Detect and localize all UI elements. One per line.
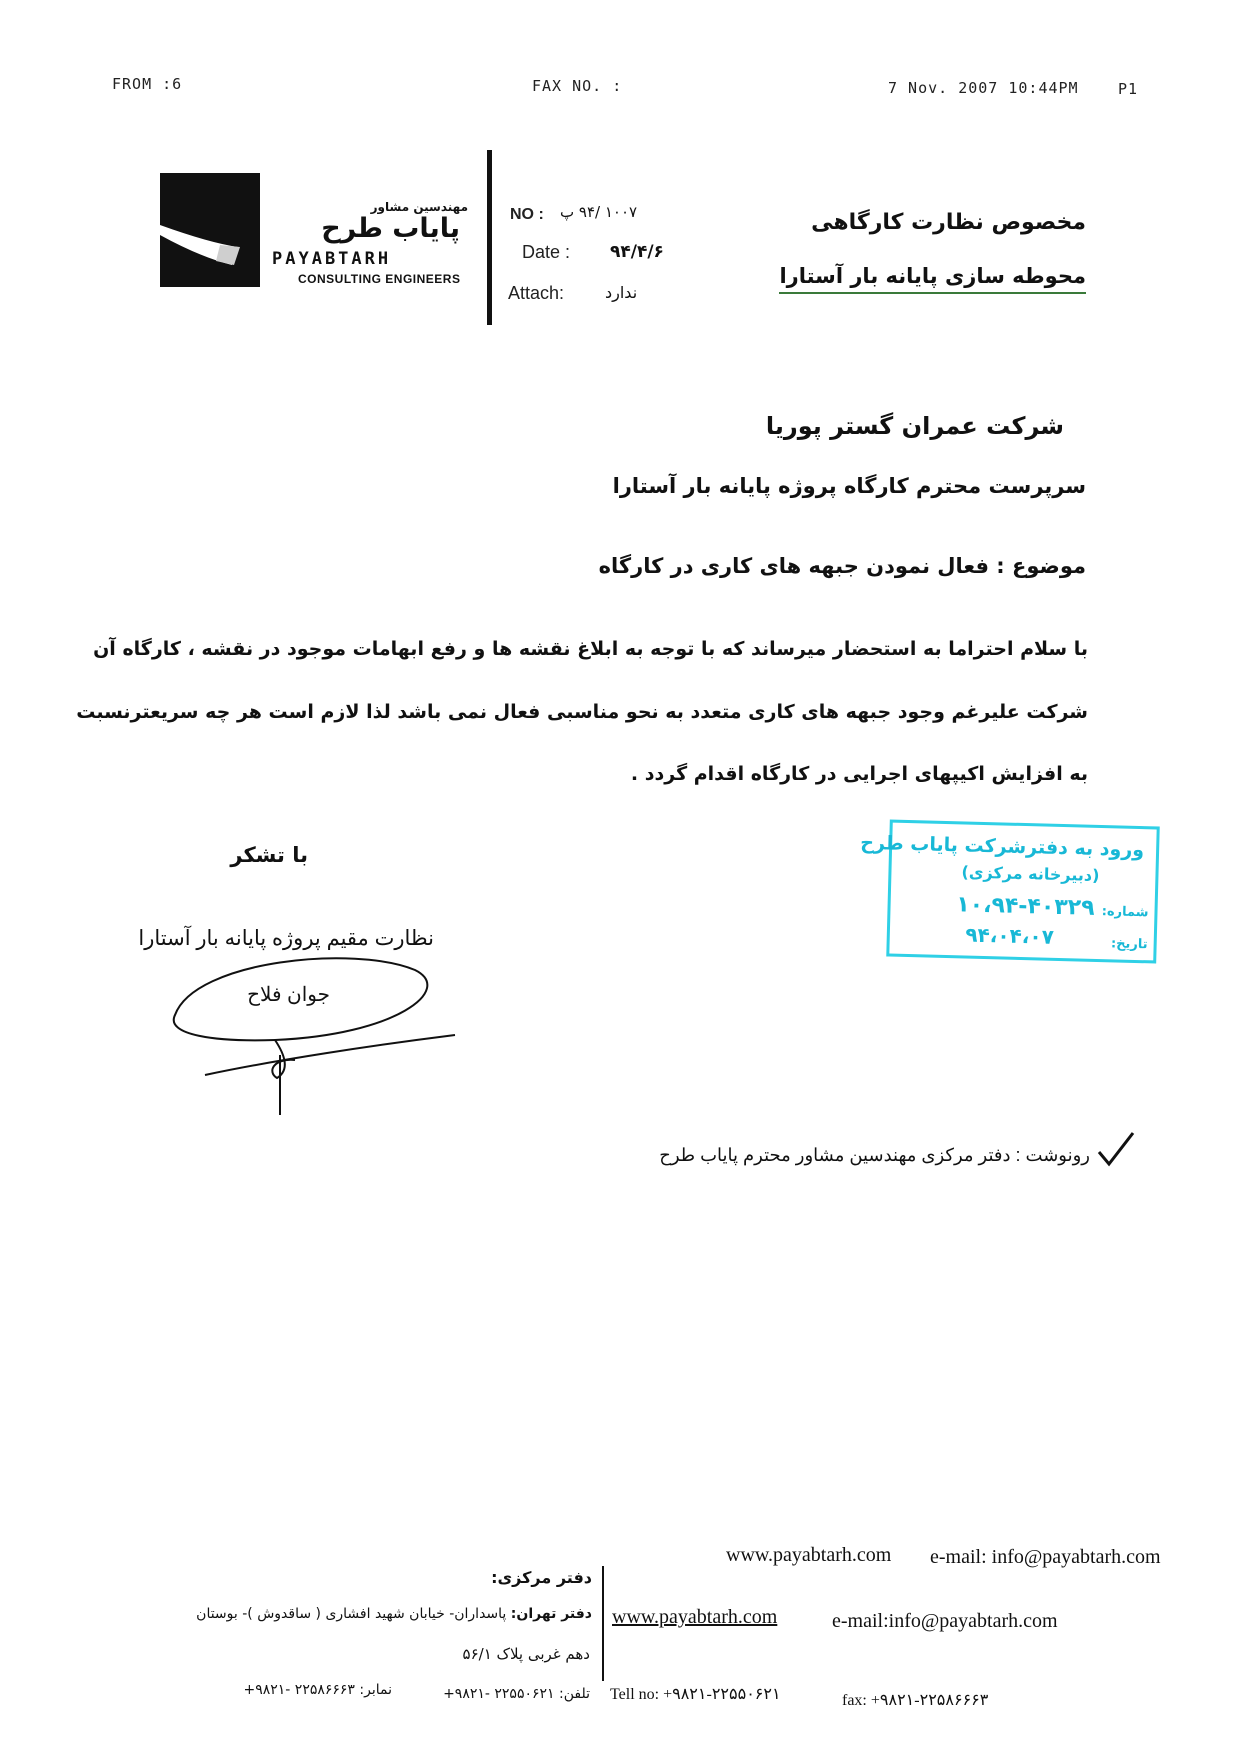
attach-value: ندارد	[605, 283, 638, 302]
header-divider	[487, 150, 492, 325]
footer-tell-en: Tell no: +۹۸۲۱-۲۲۵۵۰۶۲۱	[610, 1686, 781, 1703]
fax-from: FROM :6	[112, 75, 183, 93]
logo-en-name: PAYABTARH	[272, 249, 392, 269]
footer-address-line2: دهم غربی پلاک ۵۶/۱	[462, 1645, 590, 1663]
received-stamp	[860, 819, 1159, 963]
footer-website[interactable]: www.payabtarh.com	[612, 1606, 778, 1628]
recipient-company: شرکت عمران گستر پوریا	[765, 412, 1064, 440]
footer-fax-value-fa: ۲۲۵۸۶۶۶۳ -۹۸۲۱+	[243, 1682, 355, 1698]
footer-email[interactable]: e-mail:info@payabtarh.com	[832, 1610, 1058, 1632]
footer-tehran-label: دفتر تهران:	[510, 1606, 592, 1622]
fax-number: FAX NO. :	[532, 77, 623, 95]
handwritten-signature-icon	[155, 940, 465, 1120]
paragraph-line-3: به افزایش اکیپهای اجرایی در کارگاه اقدام گردد .	[630, 763, 1088, 785]
header-line2: محوطه سازی پایانه بار آستارا	[779, 264, 1086, 294]
footer-website-top[interactable]: www.payabtarh.com	[726, 1544, 892, 1566]
paragraph-line-2: شرکت علیرغم وجود جبهه های کاری متعدد به نحو مناسبی فعال نمی باشد لذا لازم است هر چه سریعترنسبت	[76, 701, 1088, 723]
footer-fax-en: fax: +۹۸۲۱-۲۲۵۸۶۶۶۳	[842, 1692, 989, 1709]
footer-email-top[interactable]: e-mail: info@payabtarh.com	[930, 1546, 1161, 1568]
footer-phone-fa	[443, 1686, 590, 1702]
cc-line: رونوشت : دفتر مرکزی مهندسین مشاور محترم پایاب طرح	[659, 1145, 1090, 1165]
footer-phone-value-fa: ۲۲۵۵۰۶۲۱ -۹۸۲۱+	[443, 1686, 555, 1702]
recipient-title: سرپرست محترم کارگاه پروژه پایانه بار آستارا	[612, 474, 1086, 498]
no-label: NO :	[510, 206, 544, 223]
stamp-date-value: ۹۴،۰۴،۰۷	[965, 922, 1055, 949]
stamp-line1: ورود به دفترشرکت پایاب طرح	[860, 831, 1145, 862]
check-mark-icon	[1096, 1130, 1136, 1170]
closing-text: با تشکر	[230, 843, 308, 867]
header-line1: مخصوص نظارت کارگاهی	[811, 210, 1086, 235]
subject-line: موضوع : فعال نمودن جبهه های کاری در کارگاه	[598, 554, 1086, 578]
footer-fax-label-fa: نمابر:	[359, 1682, 392, 1698]
footer-fax-fa	[243, 1682, 392, 1698]
footer-central-office: دفتر مرکزی:	[491, 1568, 592, 1587]
attach-label: Attach:	[508, 283, 565, 303]
stamp-number-label: شماره:	[1101, 904, 1149, 921]
fax-datetime: 7 Nov. 2007 10:44PM	[888, 79, 1079, 97]
logo-subtitle: CONSULTING ENGINEERS	[298, 272, 461, 286]
signature-title: نظارت مقیم پروژه پایانه بار آستارا	[138, 927, 434, 950]
fax-page: P1	[1118, 80, 1139, 98]
logo-fa-small: مهندسین مشاور	[370, 200, 468, 214]
date-value: ۹۴/۴/۶	[610, 242, 664, 262]
company-logo-mark	[160, 173, 260, 287]
date-label: Date :	[522, 242, 571, 262]
logo-fa-name: پایاب طرح	[321, 213, 460, 244]
stamp-line2: (دبیرخانه مرکزی)	[961, 862, 1100, 885]
stamp-number-value: ۱۰،۹۴-۴۰۳۲۹	[955, 892, 1095, 921]
stamp-date-label: تاریخ:	[1110, 936, 1148, 953]
footer-phone-label-fa: تلفن:	[559, 1686, 590, 1702]
footer-address-line1	[196, 1606, 592, 1622]
no-value: ۱۰۰۷ /۹۴ پ	[560, 203, 638, 221]
footer-divider	[602, 1566, 604, 1681]
signature-name: جوان فلاح	[247, 984, 330, 1006]
footer-tehran-address: پاسداران- خیابان شهید افشاری ( ساقدوش )- بوستان	[196, 1606, 507, 1622]
logo-swoosh-icon	[160, 173, 260, 287]
paragraph-line-1: با سلام احتراما به استحضار میرساند که با توجه به ابلاغ نقشه ها و رفع ابهامات موجود در نقشه ، کارگاه آن	[93, 638, 1088, 660]
